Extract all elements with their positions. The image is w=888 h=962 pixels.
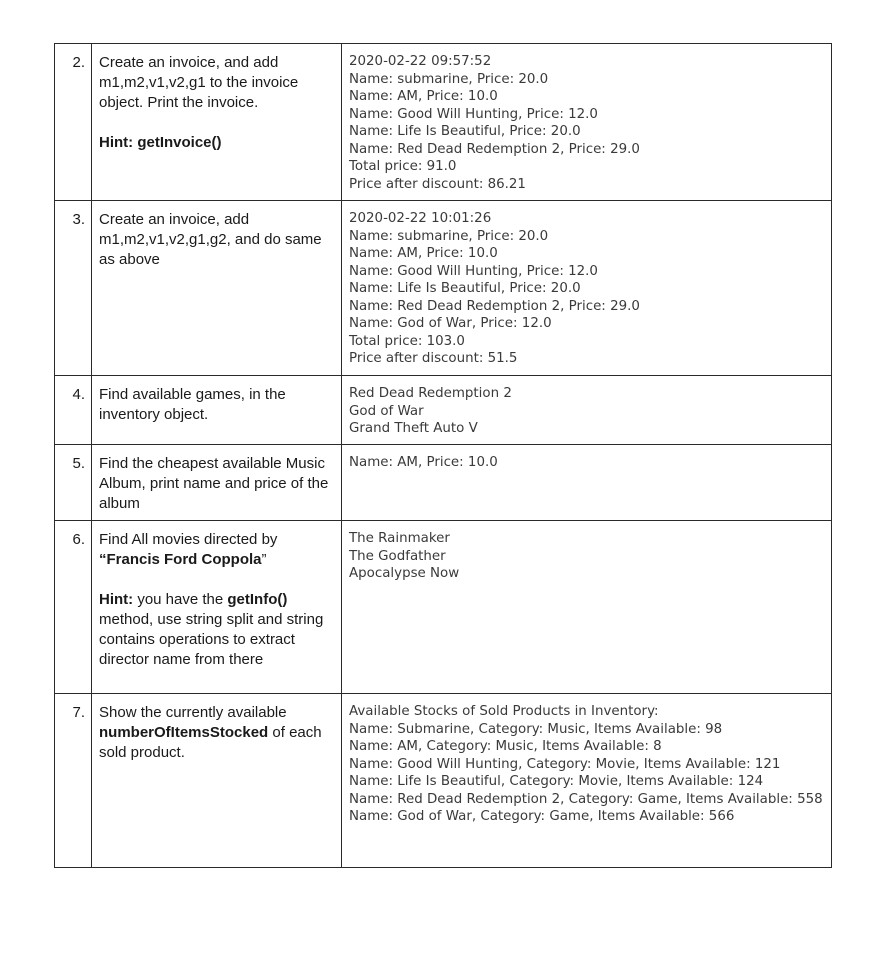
table-row	[55, 445, 832, 521]
expected-output	[342, 44, 832, 201]
output-line: Name: Good Will Hunting, Category: Movie, Items Available: 121	[349, 756, 781, 772]
field-name: numberOfItemsStocked	[99, 724, 269, 741]
task-text-part: of each sold product.	[99, 724, 322, 761]
row-number: 3.	[55, 201, 92, 376]
method-name: getInfo()	[227, 591, 288, 608]
table-row	[55, 201, 832, 376]
output-line: Name: AM, Category: Music, Items Available: 8	[349, 739, 662, 754]
expected-output	[342, 201, 832, 376]
task-description	[92, 376, 342, 445]
output-line: 2020-02-22 09:57:52	[349, 54, 492, 69]
output-line: Name: submarine, Price: 20.0	[349, 228, 549, 244]
output-line: Name: Red Dead Redemption 2, Category: Game, Items Available: 558	[349, 791, 823, 807]
task-description	[92, 201, 342, 376]
output-line: God of War	[349, 403, 424, 419]
output-line: The Godfather	[349, 548, 446, 564]
output-line: The Rainmaker	[349, 531, 450, 546]
output-line: Name: AM, Price: 10.0	[349, 246, 498, 261]
expected-output	[342, 445, 832, 521]
output-line: Name: God of War, Price: 12.0	[349, 316, 552, 331]
output-line: Name: Red Dead Redemption 2, Price: 29.0	[349, 298, 640, 314]
hint-text: Hint: getInvoice()	[99, 134, 222, 151]
hint-text-part: you have the	[133, 591, 228, 608]
expected-output	[342, 694, 832, 868]
output-line: Name: Life Is Beautiful, Category: Movie, Items Available: 124	[349, 774, 764, 789]
task-text-part: Find All movies directed by	[99, 531, 278, 548]
output-line: Apocalypse Now	[349, 566, 460, 581]
table-row	[55, 376, 832, 445]
output-line: Price after discount: 51.5	[349, 351, 518, 366]
output-line: Name: AM, Price: 10.0	[349, 455, 498, 470]
task-text-part: Show the currently available	[99, 704, 287, 721]
output-line: Name: submarine, Price: 20.0	[349, 71, 549, 87]
task-description	[92, 521, 342, 694]
task-description	[92, 44, 342, 201]
hint-label: Hint:	[99, 591, 134, 608]
row-number: 5.	[55, 445, 92, 521]
task-text: Find the cheapest available Music Album, print name and price of the album	[99, 455, 329, 512]
output-line: Name: Life Is Beautiful, Price: 20.0	[349, 124, 581, 139]
task-description	[92, 445, 342, 521]
director-name: “Francis Ford Coppola	[99, 551, 262, 568]
output-line: Name: God of War, Category: Game, Items Available: 566	[349, 809, 735, 824]
output-line: Price after discount: 86.21	[349, 176, 526, 192]
task-text: Create an invoice, add m1,m2,v1,v2,g1,g2, and do same as above	[99, 211, 322, 268]
output-line: Red Dead Redemption 2	[349, 386, 512, 401]
output-line: Name: AM, Price: 10.0	[349, 89, 498, 104]
task-text	[99, 530, 335, 570]
task-text	[99, 703, 335, 763]
output-line: Name: Red Dead Redemption 2, Price: 29.0	[349, 141, 640, 157]
output-line: Total price: 103.0	[349, 333, 465, 349]
output-line: 2020-02-22 10:01:26	[349, 211, 492, 226]
hint-text-part: method, use string split and string contains operations to extract director name from there	[99, 611, 324, 668]
output-line: Name: Life Is Beautiful, Price: 20.0	[349, 281, 581, 296]
expected-output	[342, 376, 832, 445]
table-row	[55, 694, 832, 868]
output-line: Available Stocks of Sold Products in Inventory:	[349, 704, 659, 719]
table-row	[55, 44, 832, 201]
task-description	[92, 694, 342, 868]
task-text: Find available games, in the inventory object.	[99, 386, 286, 423]
table-row	[55, 521, 832, 694]
row-number: 2.	[55, 44, 92, 201]
row-number: 7.	[55, 694, 92, 868]
hint-text	[99, 590, 335, 670]
output-line: Name: Submarine, Category: Music, Items Available: 98	[349, 721, 723, 737]
task-text: Create an invoice, and add m1,m2,v1,v2,g1 to the invoice object. Print the invoice.	[99, 54, 299, 111]
task-table	[54, 43, 832, 868]
output-line: Total price: 91.0	[349, 159, 457, 174]
output-line: Grand Theft Auto V	[349, 421, 478, 436]
expected-output	[342, 521, 832, 694]
output-line: Name: Good Will Hunting, Price: 12.0	[349, 263, 598, 279]
output-line: Name: Good Will Hunting, Price: 12.0	[349, 106, 598, 122]
task-text-part: ”	[261, 551, 267, 568]
row-number: 6.	[55, 521, 92, 694]
row-number: 4.	[55, 376, 92, 445]
